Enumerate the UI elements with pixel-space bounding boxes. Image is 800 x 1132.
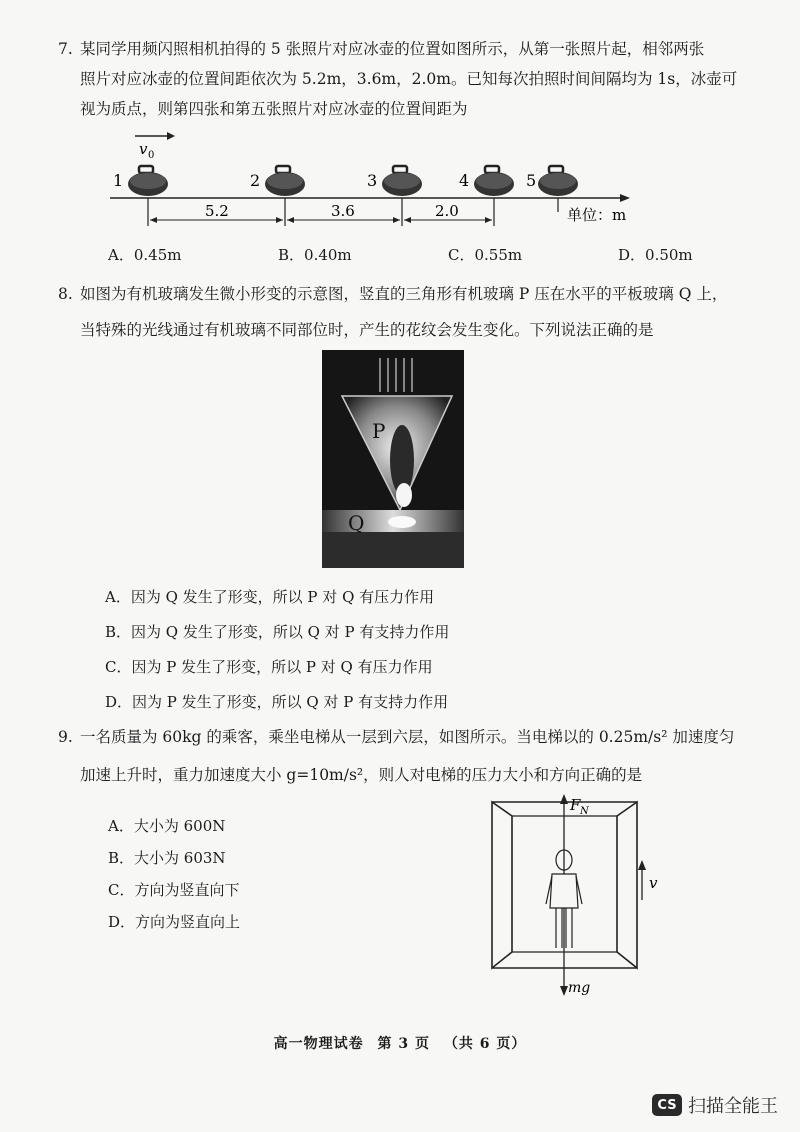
gap-label: 3.6 — [331, 202, 355, 220]
question-text-line: 当特殊的光线通过有机玻璃不同部位时，产生的花纹会发生变化。下列说法正确的是 — [80, 321, 654, 339]
q7-options — [108, 244, 708, 266]
stone-label: 3 — [367, 171, 378, 190]
curling-stone-5 — [538, 166, 578, 196]
gap-label: 5.2 — [205, 202, 229, 220]
velocity-label: v — [139, 140, 148, 158]
footer-subject: 高一物理试卷 — [273, 1036, 364, 1052]
curling-stone-3 — [382, 166, 422, 196]
label-p: P — [372, 419, 386, 443]
scanner-watermark — [652, 1092, 778, 1118]
elevator-figure — [482, 790, 662, 1002]
photoelastic-photo — [322, 350, 464, 568]
question-number: 8. — [58, 285, 73, 303]
question-text-line: 如图为有机玻璃发生微小形变的示意图，竖直的三角形有机玻璃 P 压在水平的平板玻璃 Q 上， — [80, 285, 728, 303]
option-d[interactable]: D．方向为竖直向上 — [108, 913, 241, 931]
question-number: 9. — [58, 728, 73, 746]
q9-options — [108, 810, 240, 938]
curling-figure — [105, 128, 645, 228]
page-footer — [0, 1033, 800, 1053]
curling-stone-4 — [474, 166, 514, 196]
option-a[interactable]: A．因为 Q 发生了形变，所以 P 对 Q 有压力作用 — [105, 588, 435, 606]
question-number: 7. — [58, 40, 73, 58]
curling-stone-2 — [265, 166, 305, 196]
unit-label: 单位：m — [567, 206, 627, 224]
fn-subscript: N — [580, 806, 589, 817]
option-c[interactable]: C．0.55m — [448, 246, 523, 264]
stone-label: 2 — [250, 171, 261, 190]
option-b[interactable]: B．0.40m — [278, 246, 352, 264]
option-d[interactable]: D．因为 P 发生了形变，所以 Q 对 P 有支持力作用 — [105, 693, 449, 711]
stone-label: 4 — [459, 171, 470, 190]
cs-logo-icon: CS — [652, 1094, 682, 1116]
mg-label: mg — [568, 980, 591, 996]
label-q: Q — [348, 511, 365, 535]
gap-label: 2.0 — [435, 202, 459, 220]
question-text-line: 一名质量为 60kg 的乘客，乘坐电梯从一层到六层，如图所示。当电梯以的 0.25m/s² 加速度匀 — [80, 728, 735, 746]
watermark-text: 扫描全能王 — [688, 1096, 778, 1117]
question-text-line: 照片对应冰壶的位置间距依次为 5.2m，3.6m，2.0m。已知每次拍照时间间隔均为 1s，冰壶可 — [80, 70, 738, 88]
question-text-line: 加速上升时，重力加速度大小 g=10m/s²，则人对电梯的压力大小和方向正确的是 — [80, 766, 643, 784]
q8-options — [105, 580, 449, 720]
option-b[interactable]: B．大小为 603N — [108, 849, 226, 867]
option-c[interactable]: C．方向为竖直向下 — [108, 881, 240, 899]
fn-label: F — [570, 796, 581, 814]
option-a[interactable]: A．0.45m — [108, 246, 182, 264]
stone-label: 1 — [113, 171, 124, 190]
question-8 — [58, 276, 740, 348]
question-7 — [58, 34, 740, 124]
footer-total: （共 6 页） — [443, 1036, 527, 1052]
question-text-line: 视为质点，则第四张和第五张照片对应冰壶的位置间距为 — [80, 100, 468, 118]
velocity-subscript: 0 — [148, 150, 155, 161]
question-text-line: 某同学用频闪照相机拍得的 5 张照片对应冰壶的位置如图所示，从第一张照片起，相邻两张 — [80, 40, 705, 58]
footer-page: 第 3 页 — [377, 1036, 430, 1052]
question-9 — [58, 718, 740, 794]
option-a[interactable]: A．大小为 600N — [108, 817, 226, 835]
curling-stone-1 — [128, 166, 168, 196]
v-label: v — [649, 874, 658, 892]
option-b[interactable]: B．因为 Q 发生了形变，所以 Q 对 P 有支持力作用 — [105, 623, 450, 641]
stone-label: 5 — [526, 171, 537, 190]
option-d[interactable]: D．0.50m — [618, 246, 693, 264]
option-c[interactable]: C．因为 P 发生了形变，所以 P 对 Q 有压力作用 — [105, 658, 433, 676]
